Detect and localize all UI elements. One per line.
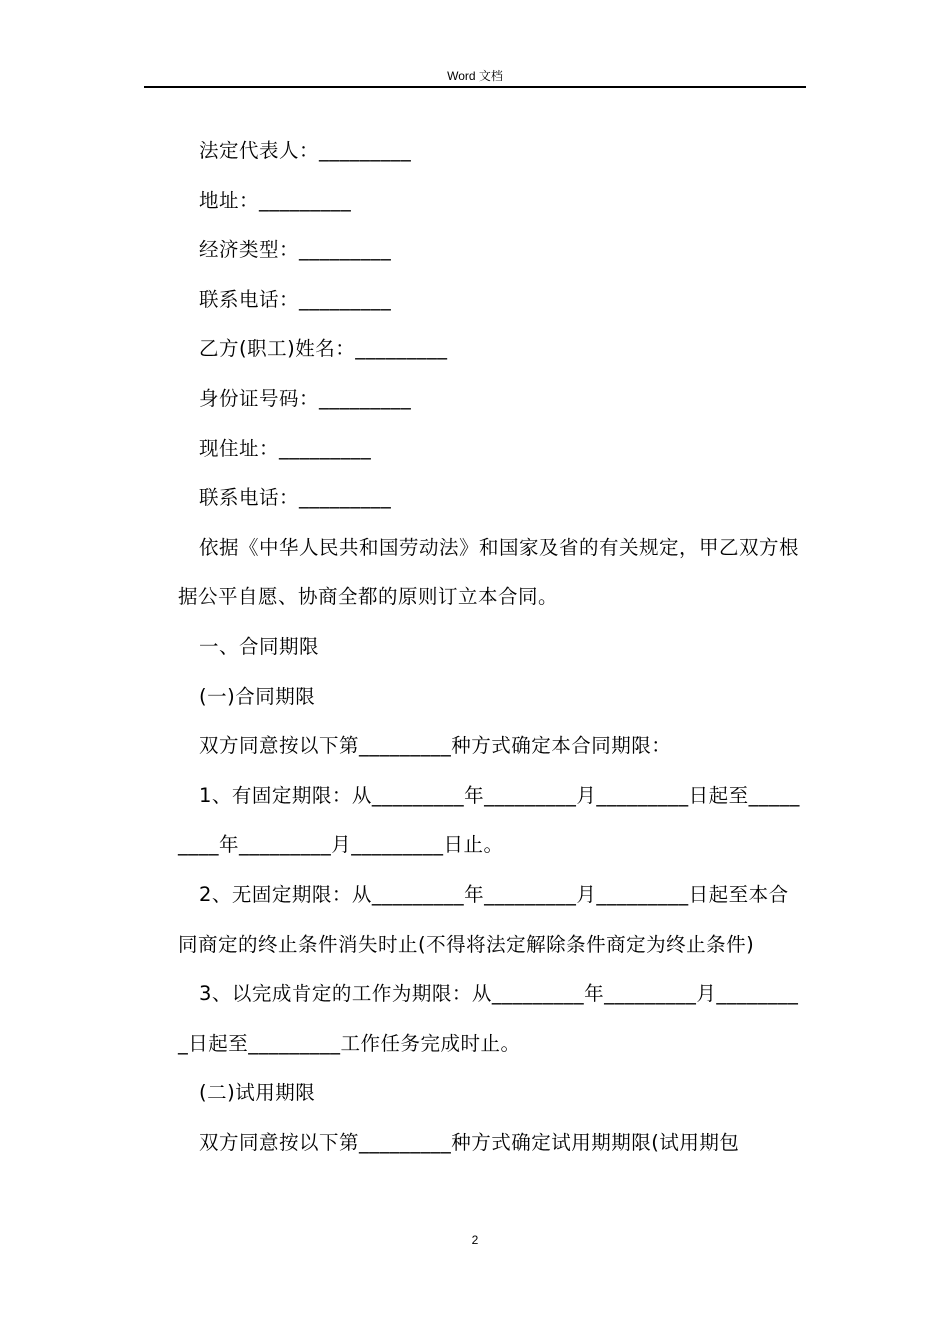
field-current-address: 现住址：_________ xyxy=(199,436,372,460)
page-number: 2 xyxy=(471,1233,479,1247)
field-address: 地址：_________ xyxy=(199,188,352,212)
subsection-heading-contract-term: (一)合同期限 xyxy=(199,684,316,708)
page-header-title: Word 文档 xyxy=(447,69,503,83)
field-legal-representative: 法定代表人：_________ xyxy=(199,139,412,162)
field-employee-name: 乙方(职工)姓名：_________ xyxy=(199,337,448,361)
document-body xyxy=(178,126,804,1167)
field-phone-employer: 联系电话：_________ xyxy=(199,287,392,311)
paragraph-fixed-term: 1、有固定期限：从_________年_________月_________日起至_________年_________月_________日止。 xyxy=(178,783,800,857)
subsection-heading-probation: (二)试用期限 xyxy=(199,1081,316,1105)
paragraph-probation-method: 双方同意按以下第_________种方式确定试用期期限(试用期包 xyxy=(199,1130,740,1154)
header-divider xyxy=(144,86,806,88)
paragraph-open-term: 2、无固定期限：从_________年_________月_________日起至本合同商定的终止条件消失时止(不得将法定解除条件商定为终止条件) xyxy=(178,882,789,956)
section-heading-contract-term: 一、合同期限 xyxy=(199,634,320,658)
field-economic-type: 经济类型：_________ xyxy=(199,238,392,262)
paragraph-legal-basis: 依据《中华人民共和国劳动法》和国家及省的有关规定，甲乙双方根据公平自愿、协商全都的原则订立本合同。 xyxy=(178,535,800,609)
paragraph-term-method: 双方同意按以下第_________种方式确定本合同期限： xyxy=(199,734,672,758)
paragraph-task-term: 3、以完成肯定的工作为期限：从_________年_________月_________日起至_________工作任务完成时止。 xyxy=(178,982,799,1055)
field-phone-employee: 联系电话：_________ xyxy=(199,486,392,510)
field-id-number: 身份证号码：_________ xyxy=(199,386,412,410)
